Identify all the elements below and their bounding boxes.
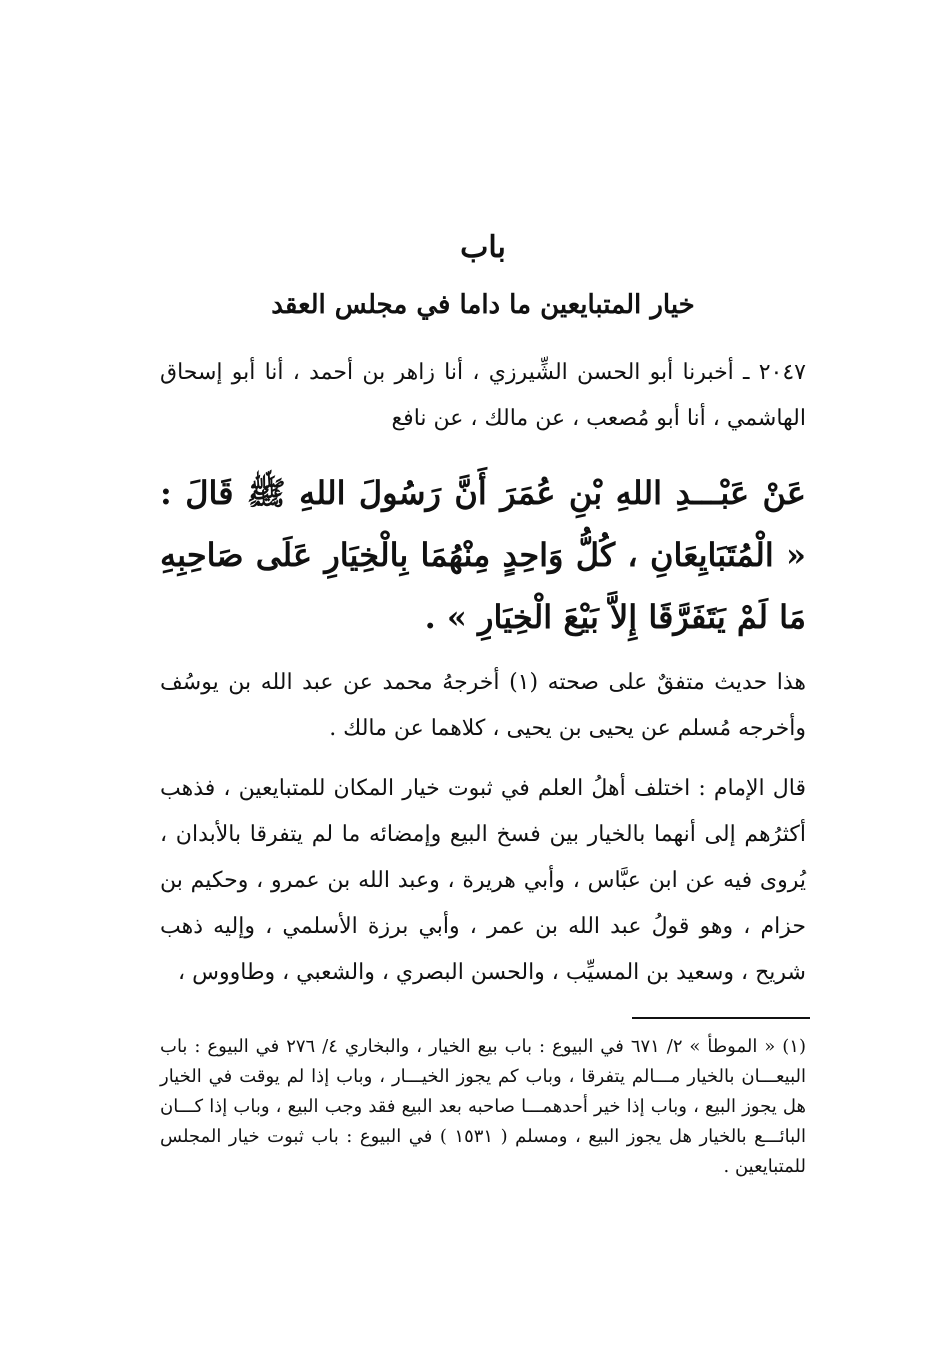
chapter-title: باب	[460, 230, 506, 265]
commentary-paragraph: قال الإمام : اختلف أهلُ العلم في ثبوت خيار المكان للمتبايعين ، فذهب أكثرُهم إلى أنهما بالخيار بين فسخ البيع وإمضائه ما لم يتفرقا بالأبدان ، يُروى فيه عن ابن عبَّاس ، وأبي هريرة ، وعبد الله بن عمرو ، وحكيم بن حزام ، وهو قولُ عبد الله بن عمر ، وأبي برزة الأسلمي ، وإليه ذهب شريح ، وسعيد بن المسيِّب ، والحسن البصري ، والشعبي ، وطاووس ،	[160, 776, 806, 985]
hadith-takhrij: هذا حديث متفقٌ على صحته (١) أخرجهُ محمد عن عبد الله بن يوسُف وأخرجه مُسلم عن يحيى بن يحيى ، كلاهما عن مالك .	[160, 670, 806, 741]
hadith-matn: عَنْ عَبْـــدِ اللهِ بْنِ عُمَرَ أَنَّ رَسُولَ اللهِ ﷺ قَالَ : « الْمُتَبَايِعَانِ ، كُلُّ وَاحِدٍ مِنْهُمَا بِالْخِيَارِ عَلَى صَاحِبِهِ مَا لَمْ يَتَفَرَّقَا إِلاَّ بَيْعَ الْخِيَارِ » .	[160, 474, 806, 636]
chapter-subtitle: خيار المتبايعين ما داما في مجلس العقد	[271, 290, 695, 320]
footnote-divider	[632, 1017, 810, 1019]
footnote: (١) « الموطأ » ٢/ ٦٧١ في البيوع : باب بيع الخيار ، والبخاري ٤/ ٢٧٦ في البيوع : باب البيعـــان بالخيار مـــالم يتفرقا ، وباب كم يجوز الخيـــار ، وباب إذا لم يوقت في الخيار هل يجوز البيع ، وباب إذا خير أحدهمـــا صاحبه بعد البيع فقد وجب البيع ، وباب إذا كـــان البائـــع بالخيار هل يجوز البيع ، ومسلم ( ١٥٣١ ) في البيوع : باب ثبوت خيار المجلس للمتبايعين .	[160, 1036, 806, 1177]
hadith-isnad: ٢٠٤٧ ـ أخبرنا أبو الحسن الشِّيرزي ، أنا زاهر بن أحمد ، أنا أبو إسحاق الهاشمي ، أنا أبو مُصعب ، عن مالك ، عن نافع	[160, 360, 806, 431]
